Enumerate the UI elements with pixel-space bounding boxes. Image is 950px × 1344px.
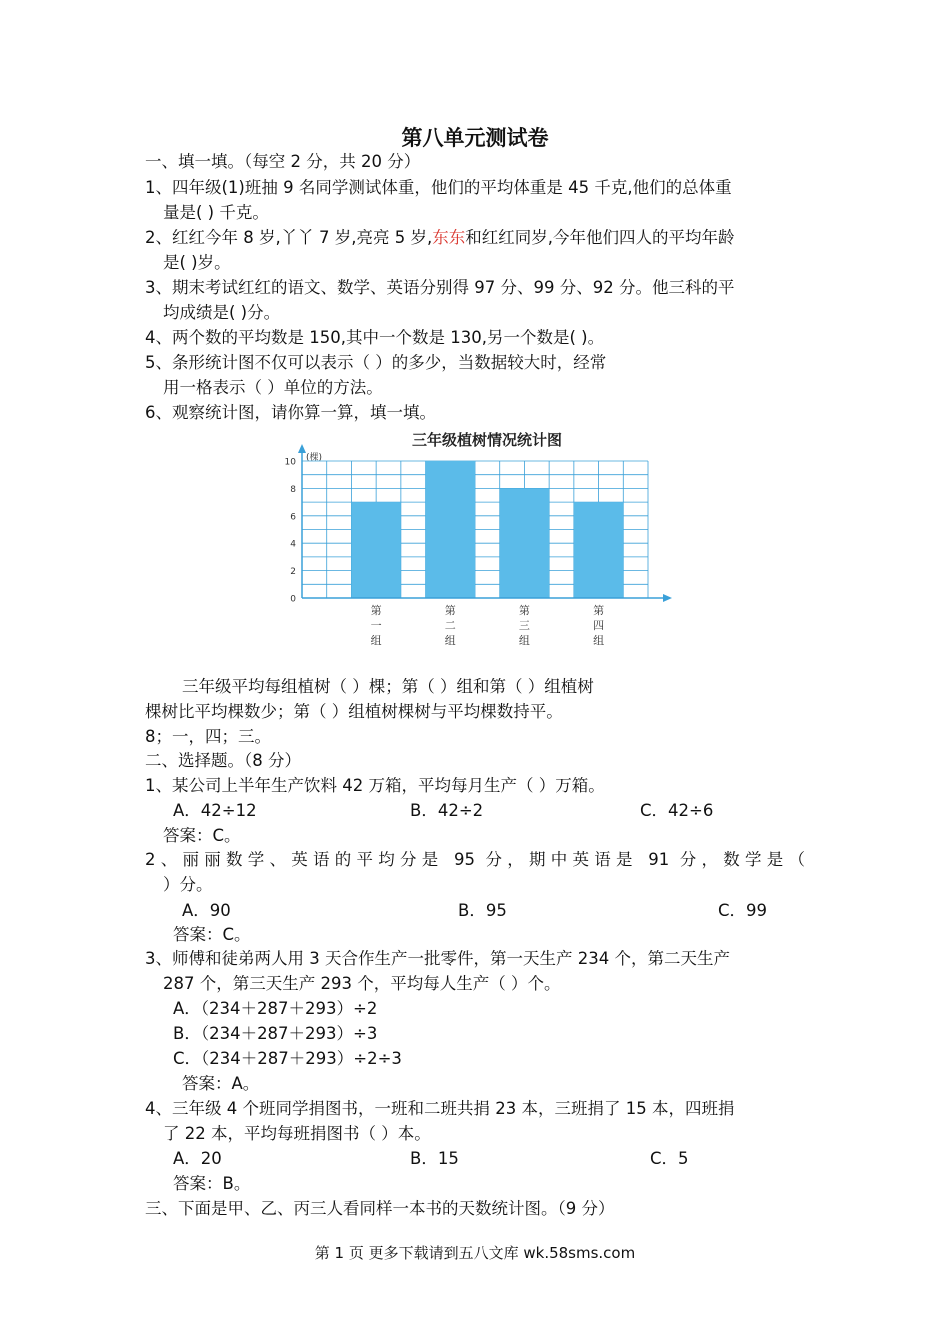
mc4-question-line2: 了 22 本，平均每班捐图书（ ）本。 xyxy=(163,1124,431,1143)
mc3-answer: 答案：A。 xyxy=(182,1074,260,1093)
mc3-option-c: C．（234＋287＋293）÷2÷3 xyxy=(173,1049,402,1068)
q6-fill-line2: 棵树比平均棵数少；第（ ）组植树棵树与平均棵数持平。 xyxy=(145,702,563,721)
mc4-option-c: C．5 xyxy=(650,1149,689,1168)
mc1-option-b: B．42÷2 xyxy=(410,801,484,820)
mc2-question-line1: 2、丽丽数学、英语的平均分是 95 分，期中英语是 91 分，数学是（ xyxy=(145,850,805,869)
x-label-char: 一 xyxy=(370,619,382,632)
q1-line2: 量是( ) 千克。 xyxy=(163,203,269,222)
y-axis-arrow xyxy=(298,444,306,453)
tree-planting-bar-chart xyxy=(272,428,677,650)
mc1-option-a: A．42÷12 xyxy=(173,801,257,820)
q6-fill-line1: 三年级平均每组植树（ ）棵；第（ ）组和第（ ）组植树 xyxy=(182,677,594,696)
x-label-char: 第 xyxy=(444,604,456,617)
y-tick-label: 2 xyxy=(290,567,296,578)
x-label-char: 组 xyxy=(593,634,605,647)
x-label-char: 四 xyxy=(593,619,605,632)
section3-heading: 三、下面是甲、乙、丙三人看同样一本书的天数统计图。（9 分） xyxy=(145,1199,615,1218)
x-axis-arrow xyxy=(663,594,672,602)
mc4-answer: 答案：B。 xyxy=(173,1174,251,1193)
chart-title: 三年级植树情况统计图 xyxy=(411,431,563,449)
q5-line2: 用一格表示（ ）单位的方法。 xyxy=(163,378,383,397)
y-axis-label: (棵) xyxy=(306,453,323,463)
q3-line1: 3、期末考试红红的语文、数学、英语分别得 97 分、99 分、92 分。他三科的平 xyxy=(145,278,735,297)
x-label-char: 组 xyxy=(518,634,530,647)
x-label-2 xyxy=(445,604,456,647)
bar-4 xyxy=(574,502,623,598)
y-tick-label: 10 xyxy=(284,457,296,468)
x-label-char: 第 xyxy=(593,604,605,617)
mc1-option-c: C．42÷6 xyxy=(640,801,714,820)
x-label-3 xyxy=(519,604,530,647)
mc2-option-a: A．90 xyxy=(182,901,231,920)
q1-line1: 1、四年级(1)班抽 9 名同学测试体重，他们的平均体重是 45 千克,他们的总体重 xyxy=(145,178,732,197)
y-tick-label: 0 xyxy=(290,594,296,605)
q6-line: 6、观察统计图，请你算一算，填一填。 xyxy=(145,403,436,422)
mc2-answer: 答案：C。 xyxy=(173,925,251,944)
q2-line1 xyxy=(145,225,810,251)
page-footer: 第 1 页 更多下载请到五八文库 wk.58sms.com xyxy=(314,1244,636,1262)
x-label-4 xyxy=(593,604,604,647)
mc4-option-b: B．15 xyxy=(410,1149,459,1168)
x-label-char: 组 xyxy=(370,634,382,647)
mc3-option-b: B．（234＋287＋293）÷3 xyxy=(173,1024,378,1043)
x-label-1 xyxy=(371,604,382,647)
q3-line2: 均成绩是( )分。 xyxy=(163,303,281,322)
y-tick-label: 4 xyxy=(290,539,296,550)
mc1-answer: 答案：C。 xyxy=(163,826,241,845)
x-label-char: 三 xyxy=(518,619,530,632)
bar-1 xyxy=(351,502,400,598)
x-label-char: 组 xyxy=(444,634,456,647)
bar-3 xyxy=(500,488,549,598)
mc4-option-a: A．20 xyxy=(173,1149,222,1168)
q2-text-pre: 2、红红今年 8 岁,丫丫 7 岁,亮亮 5 岁, xyxy=(145,228,433,247)
mc3-question-line2: 287 个，第三天生产 293 个，平均每人生产（ ）个。 xyxy=(163,974,561,993)
section1-heading: 一、填一填。（每空 2 分，共 20 分） xyxy=(145,152,421,171)
x-label-char: 二 xyxy=(444,619,456,632)
page-title: 第八单元测试卷 xyxy=(401,126,549,150)
y-tick-label: 8 xyxy=(290,484,296,495)
x-category-labels xyxy=(371,604,604,647)
section2-heading: 二、选择题。（8 分） xyxy=(145,751,301,770)
q5-line1: 5、条形统计图不仅可以表示（ ）的多少，当数据较大时，经常 xyxy=(145,353,607,372)
x-label-char: 第 xyxy=(370,604,382,617)
y-tick-labels xyxy=(285,458,297,605)
mc2-question-line2: ）分。 xyxy=(163,875,213,894)
mc2-option-c: C．99 xyxy=(718,901,768,920)
mc4-question-line1: 4、三年级 4 个班同学捐图书，一班和二班共捐 23 本，三班捐了 15 本，四班捐 xyxy=(145,1099,735,1118)
q2-highlight: 东东 xyxy=(432,228,466,247)
q4-line: 4、两个数的平均数是 150,其中一个数是 130,另一个数是( )。 xyxy=(145,328,605,347)
q2-text-post: 和红红同岁,今年他们四人的平均年龄 xyxy=(465,228,735,247)
bar-2 xyxy=(426,461,475,598)
mc3-question-line1: 3、师傅和徒弟两人用 3 天合作生产一批零件，第一天生产 234 个，第二天生产 xyxy=(145,949,730,968)
q2-line2: 是( )岁。 xyxy=(163,253,231,272)
mc2-option-b: B．95 xyxy=(458,901,507,920)
mc1-question: 1、某公司上半年生产饮料 42 万箱，平均每月生产（ ）万箱。 xyxy=(145,776,605,795)
y-tick-label: 6 xyxy=(290,512,296,523)
mc3-option-a: A．（234＋287＋293）÷2 xyxy=(173,999,378,1018)
q6-answer: 8；一，四；三。 xyxy=(145,727,271,746)
x-label-char: 第 xyxy=(518,604,530,617)
